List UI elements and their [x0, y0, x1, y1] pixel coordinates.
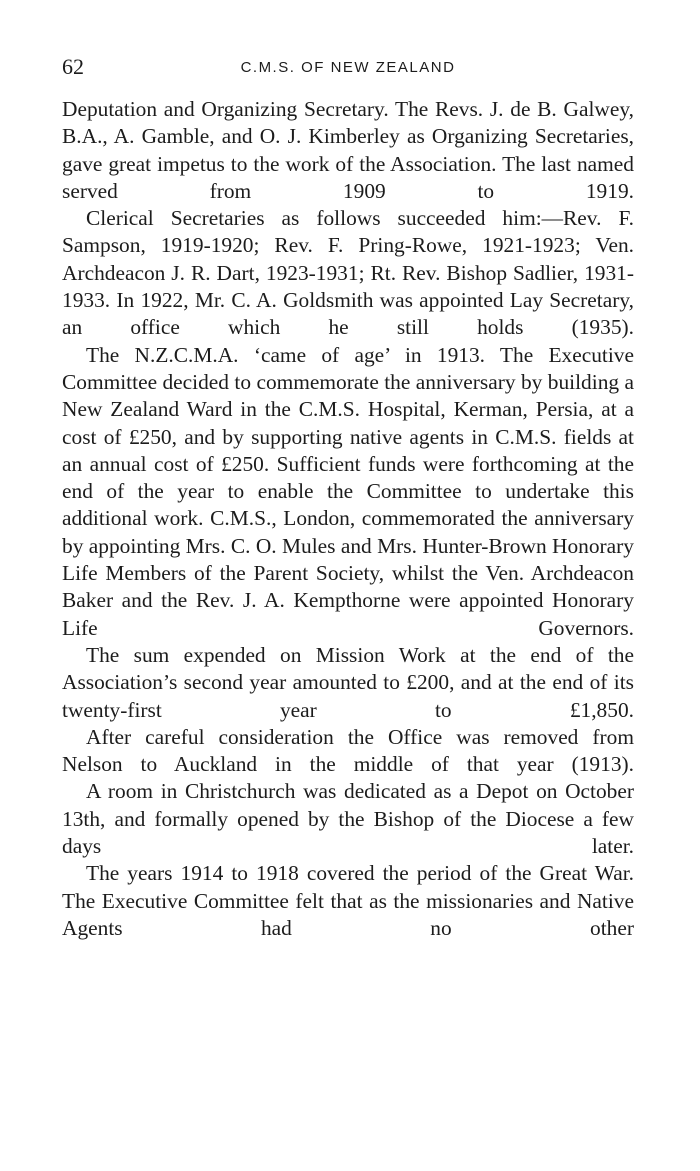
paragraph-office-removed: After careful consideration the Office was removed from Nelson to Auckland in the middle of that year (1913). [62, 724, 634, 777]
paragraph-great-war: The years 1914 to 1918 covered the period of the Great War. The Executive Committee felt that as the missionaries and Native Agents had no other [62, 861, 634, 940]
body-text [62, 96, 634, 942]
running-head-title: C.M.S. OF NEW ZEALAND [240, 59, 456, 76]
paragraph-clerical-secretaries: Clerical Secretaries as follows succeeded him:—Rev. F. Sampson, 1919-1920; Rev. F. Pring-Rowe, 1921-1923; Ven. Archdeacon J. R. Dart, 1923-1931; Rt. Rev. Bishop Sadlier, 1931-1933. In 1922, Mr. C. A. Goldsmith was appointed Lay Secretary, an office which he still holds (1935). [62, 206, 634, 340]
paragraph-mission-expenditure: The sum expended on Mission Work at the end of the Association’s second year amounted to £200, and at the end of its twenty-first year to £1,850. [62, 642, 634, 722]
paragraph-continued-secretaries: Deputation and Organizing Secretary. The Revs. J. de B. Galwey, B.A., A. Gamble, and O. J. Kimberley as Organizing Secretaries, gave great impetus to the work of the Association. The last named served from 1909 to 1919. [62, 97, 634, 203]
paragraph-christchurch-depot: A room in Christchurch was dedicated as a Depot on October 13th, and formally opened by the Bishop of the Diocese a few days later. [62, 779, 634, 859]
running-head [62, 52, 634, 82]
paragraph-came-of-age: The N.Z.C.M.A. ‘came of age’ in 1913. The Executive Committee decided to commemorate the anniversary by building a New Zealand Ward in the C.M.S. Hospital, Kerman, Persia, at a cost of £250, and by supporting native agents in C.M.S. fields at an annual cost of £250. Sufficient funds were forthcoming at the end of the year to enable the Committee to undertake this additional work. C.M.S., London, commemorated the anniversary by appointing Mrs. C. O. Mules and Mrs. Hunter-Brown Honorary Life Members of the Parent Society, whilst the Ven. Archdeacon Baker and the Rev. J. A. Kempthorne were appointed Honorary Life Governors. [62, 342, 634, 640]
page-number: 62 [62, 54, 84, 79]
